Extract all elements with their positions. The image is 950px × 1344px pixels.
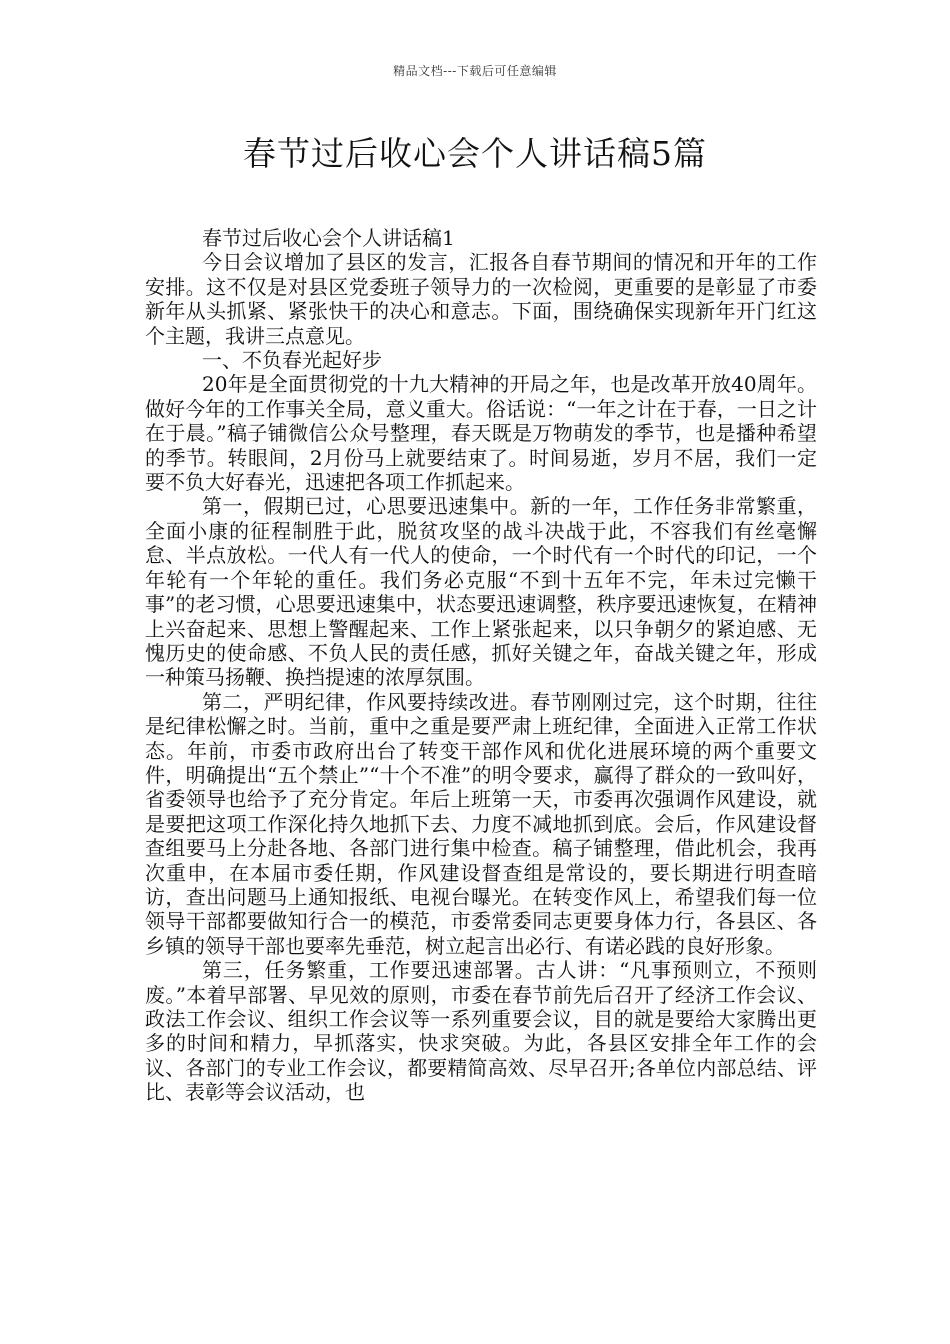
document-body bbox=[145, 226, 817, 1105]
section-subtitle: 春节过后收心会个人讲话稿1 bbox=[202, 226, 455, 250]
section-heading: 一、不负春光起好步 bbox=[202, 348, 382, 373]
header-note: 精品文档---下载后可任意编辑 bbox=[393, 64, 557, 78]
paragraph: 第二，严明纪律，作风要持续改进。春节刚刚过完，这个时期，往往是纪律松懈之时。当前，重中之重是要严肃上班纪律，全面进入正常工作状态。年前，市委市政府出台了转变干部作风和优化进展环境的两个重要文件，明确提出“五个禁止”“十个不准”的明令要求，赢得了群众的一致叫好，省委领导也给予了充分肯定。年后上班第一天，市委再次强调作风建设，就是要把这项工作深化持久地抓下去、力度不减地抓到底。会后，作风建设督查组要马上分赴各地、各部门进行集中检查。稿子铺整理，借此机会，我再次重申，在本届市委任期，作风建设督查组是常设的，要长期进行明查暗访，查出问题马上通知报纸、电视台曝光。在转变作风上，希望我们每一位领导干部都要做知行合一的模范，市委常委同志更要身体力行，各县区、各乡镇的领导干部也要率先垂范，树立起言出必行、有诺必践的良好形象。 bbox=[145, 689, 817, 958]
paragraph: 20年是全面贯彻党的十九大精神的开局之年，也是改革开放40周年。做好今年的工作事关全局，意义重大。俗话说：“一年之计在于春，一日之计在于晨。”稿子铺微信公众号整理，春天既是万物萌发的季节，也是播种希望的季节。转眼间，2月份马上就要结束了。时间易逝，岁月不居，我们一定要不负大好春光，迅速把各项工作抓起来。 bbox=[145, 372, 817, 495]
paragraph-intro: 今日会议增加了县区的发言，汇报各自春节期间的情况和开年的工作安排。这不仅是对县区党委班子领导力的一次检阅，更重要的是彰显了市委新年从头抓紧、紧张快干的决心和意志。下面，围绕确保实现新年开门红这个主题，我讲三点意见。 bbox=[145, 250, 817, 348]
paragraph: 第一，假期已过，心思要迅速集中。新的一年，工作任务非常繁重，全面小康的征程制胜于此，脱贫攻坚的战斗决战于此，不容我们有丝毫懈怠、半点放松。一代人有一代人的使命，一个时代有一个时代的印记，一个年轮有一个年轮的重任。我们务必克服“不到十五年不完，年未过完懒干事”的老习惯，心思要迅速集中，状态要迅速调整，秩序要迅速恢复，在精神上兴奋起来、思想上警醒起来、工作上紧张起来，以只争朝夕的紧迫感、无愧历史的使命感、不负人民的责任感，抓好关键之年，奋战关键之年，形成一种策马扬鞭、换挡提速的浓厚氛围。 bbox=[145, 494, 817, 690]
paragraph: 第三，任务繁重，工作要迅速部署。古人讲：“凡事预则立，不预则废。”本着早部署、早见效的原则，市委在春节前先后召开了经济工作会议、政法工作会议、组织工作会议等一系列重要会议，目的就是要给大家腾出更多的时间和精力，早抓落实，快求突破。为此，各县区安排全年工作的会议、各部门的专业工作会议，都要精简高效、尽早召开;各单位内部总结、评比、表彰等会议活动，也 bbox=[145, 958, 817, 1105]
document-title: 春节过后收心会个人讲话稿5篇 bbox=[243, 134, 707, 173]
